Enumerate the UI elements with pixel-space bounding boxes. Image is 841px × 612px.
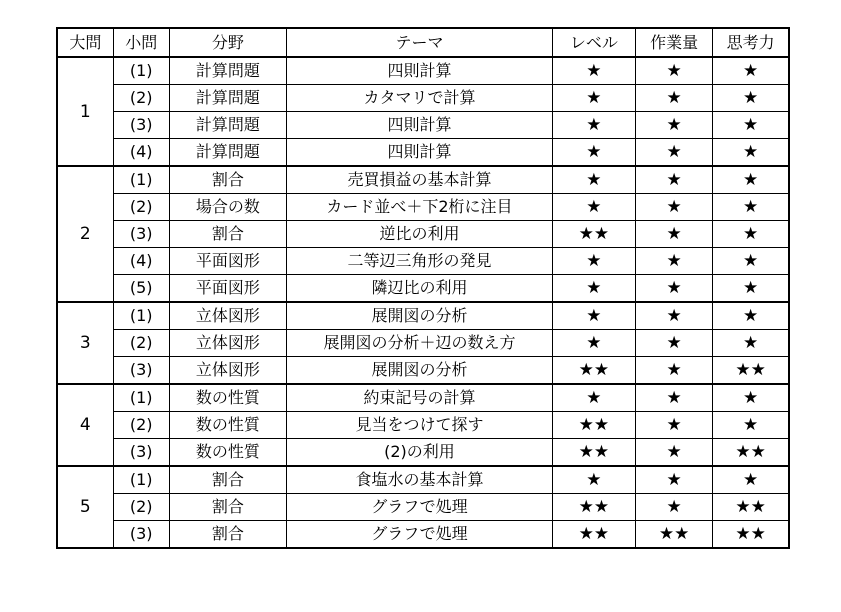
theme-cell: カード並べ＋下2桁に注目 — [287, 194, 553, 221]
thinking-stars: ★ — [713, 57, 789, 85]
field-cell: 計算問題 — [169, 139, 286, 167]
table-row — [57, 357, 789, 385]
level-stars: ★ — [552, 57, 635, 85]
sub-question-cell: (5) — [113, 275, 169, 303]
workload-stars: ★ — [636, 248, 713, 275]
thinking-stars: ★★ — [713, 521, 789, 549]
thinking-stars: ★ — [713, 466, 789, 494]
workload-stars: ★ — [636, 330, 713, 357]
theme-cell: 四則計算 — [287, 139, 553, 167]
workload-stars: ★ — [636, 221, 713, 248]
workload-stars: ★ — [636, 139, 713, 167]
table-row — [57, 466, 789, 494]
field-cell: 数の性質 — [169, 412, 286, 439]
workload-stars: ★ — [636, 57, 713, 85]
theme-cell: 逆比の利用 — [287, 221, 553, 248]
level-stars: ★★ — [552, 521, 635, 549]
thinking-stars: ★★ — [713, 439, 789, 467]
workload-stars: ★ — [636, 302, 713, 330]
sub-question-cell: (4) — [113, 139, 169, 167]
theme-cell: 展開図の分析 — [287, 357, 553, 385]
thinking-stars: ★ — [713, 302, 789, 330]
sub-question-cell: (1) — [113, 384, 169, 412]
thinking-stars: ★ — [713, 221, 789, 248]
theme-cell: 四則計算 — [287, 112, 553, 139]
field-cell: 割合 — [169, 221, 286, 248]
thinking-stars: ★ — [713, 248, 789, 275]
table-row — [57, 194, 789, 221]
sub-question-cell: (3) — [113, 521, 169, 549]
level-stars: ★ — [552, 384, 635, 412]
table-row — [57, 166, 789, 194]
sub-question-cell: (1) — [113, 166, 169, 194]
workload-stars: ★ — [636, 275, 713, 303]
sub-question-cell: (3) — [113, 439, 169, 467]
header-theme: テーマ — [287, 28, 553, 57]
table-body — [57, 57, 789, 548]
theme-cell: 約束記号の計算 — [287, 384, 553, 412]
field-cell: 計算問題 — [169, 57, 286, 85]
sub-question-cell: (2) — [113, 412, 169, 439]
table-row — [57, 139, 789, 167]
table-row — [57, 494, 789, 521]
workload-stars: ★ — [636, 439, 713, 467]
thinking-stars: ★ — [713, 412, 789, 439]
level-stars: ★ — [552, 166, 635, 194]
workload-stars: ★★ — [636, 521, 713, 549]
workload-stars: ★ — [636, 466, 713, 494]
field-cell: 計算問題 — [169, 112, 286, 139]
sub-question-cell: (1) — [113, 302, 169, 330]
sub-question-cell: (3) — [113, 112, 169, 139]
table-row — [57, 521, 789, 549]
field-cell: 数の性質 — [169, 439, 286, 467]
major-question-number: 5 — [57, 466, 113, 548]
field-cell: 立体図形 — [169, 302, 286, 330]
workload-stars: ★ — [636, 112, 713, 139]
theme-cell: 隣辺比の利用 — [287, 275, 553, 303]
theme-cell: グラフで処理 — [287, 494, 553, 521]
level-stars: ★ — [552, 85, 635, 112]
field-cell: 割合 — [169, 166, 286, 194]
level-stars: ★ — [552, 330, 635, 357]
field-cell: 数の性質 — [169, 384, 286, 412]
table-row — [57, 221, 789, 248]
workload-stars: ★ — [636, 194, 713, 221]
level-stars: ★★ — [552, 494, 635, 521]
theme-cell: 展開図の分析＋辺の数え方 — [287, 330, 553, 357]
workload-stars: ★ — [636, 384, 713, 412]
workload-stars: ★ — [636, 357, 713, 385]
table-row — [57, 384, 789, 412]
table-row — [57, 330, 789, 357]
theme-cell: カタマリで計算 — [287, 85, 553, 112]
header-field: 分野 — [169, 28, 286, 57]
level-stars: ★ — [552, 302, 635, 330]
level-stars: ★ — [552, 194, 635, 221]
theme-cell: 二等辺三角形の発見 — [287, 248, 553, 275]
problem-analysis-table — [56, 27, 790, 549]
sub-question-cell: (1) — [113, 466, 169, 494]
level-stars: ★ — [552, 139, 635, 167]
sub-question-cell: (2) — [113, 330, 169, 357]
field-cell: 割合 — [169, 466, 286, 494]
level-stars: ★★ — [552, 439, 635, 467]
thinking-stars: ★ — [713, 112, 789, 139]
sub-question-cell: (3) — [113, 357, 169, 385]
thinking-stars: ★ — [713, 85, 789, 112]
field-cell: 計算問題 — [169, 85, 286, 112]
header-sub-question: 小問 — [113, 28, 169, 57]
workload-stars: ★ — [636, 85, 713, 112]
theme-cell: 四則計算 — [287, 57, 553, 85]
level-stars: ★ — [552, 112, 635, 139]
field-cell: 立体図形 — [169, 330, 286, 357]
header-workload: 作業量 — [636, 28, 713, 57]
theme-cell: グラフで処理 — [287, 521, 553, 549]
theme-cell: (2)の利用 — [287, 439, 553, 467]
sub-question-cell: (2) — [113, 85, 169, 112]
field-cell: 割合 — [169, 521, 286, 549]
table-row — [57, 248, 789, 275]
sub-question-cell: (1) — [113, 57, 169, 85]
level-stars: ★ — [552, 275, 635, 303]
sub-question-cell: (3) — [113, 221, 169, 248]
field-cell: 割合 — [169, 494, 286, 521]
thinking-stars: ★ — [713, 275, 789, 303]
thinking-stars: ★ — [713, 166, 789, 194]
table-row — [57, 85, 789, 112]
header-row — [57, 28, 789, 57]
thinking-stars: ★★ — [713, 357, 789, 385]
level-stars: ★★ — [552, 357, 635, 385]
major-question-number: 1 — [57, 57, 113, 166]
theme-cell: 食塩水の基本計算 — [287, 466, 553, 494]
sub-question-cell: (2) — [113, 194, 169, 221]
field-cell: 平面図形 — [169, 275, 286, 303]
theme-cell: 展開図の分析 — [287, 302, 553, 330]
thinking-stars: ★ — [713, 330, 789, 357]
workload-stars: ★ — [636, 412, 713, 439]
field-cell: 場合の数 — [169, 194, 286, 221]
table-row — [57, 439, 789, 467]
theme-cell: 見当をつけて探す — [287, 412, 553, 439]
thinking-stars: ★ — [713, 139, 789, 167]
thinking-stars: ★ — [713, 384, 789, 412]
sub-question-cell: (4) — [113, 248, 169, 275]
theme-cell: 売買損益の基本計算 — [287, 166, 553, 194]
thinking-stars: ★ — [713, 194, 789, 221]
table-row — [57, 112, 789, 139]
workload-stars: ★ — [636, 494, 713, 521]
major-question-number: 3 — [57, 302, 113, 384]
level-stars: ★★ — [552, 221, 635, 248]
header-level: レベル — [552, 28, 635, 57]
major-question-number: 4 — [57, 384, 113, 466]
field-cell: 立体図形 — [169, 357, 286, 385]
major-question-number: 2 — [57, 166, 113, 302]
level-stars: ★★ — [552, 412, 635, 439]
table-row — [57, 57, 789, 85]
level-stars: ★ — [552, 248, 635, 275]
sub-question-cell: (2) — [113, 494, 169, 521]
field-cell: 平面図形 — [169, 248, 286, 275]
table-row — [57, 302, 789, 330]
workload-stars: ★ — [636, 166, 713, 194]
thinking-stars: ★★ — [713, 494, 789, 521]
header-major-question: 大問 — [57, 28, 113, 57]
table-row — [57, 412, 789, 439]
level-stars: ★ — [552, 466, 635, 494]
header-thinking: 思考力 — [713, 28, 789, 57]
table-row — [57, 275, 789, 303]
